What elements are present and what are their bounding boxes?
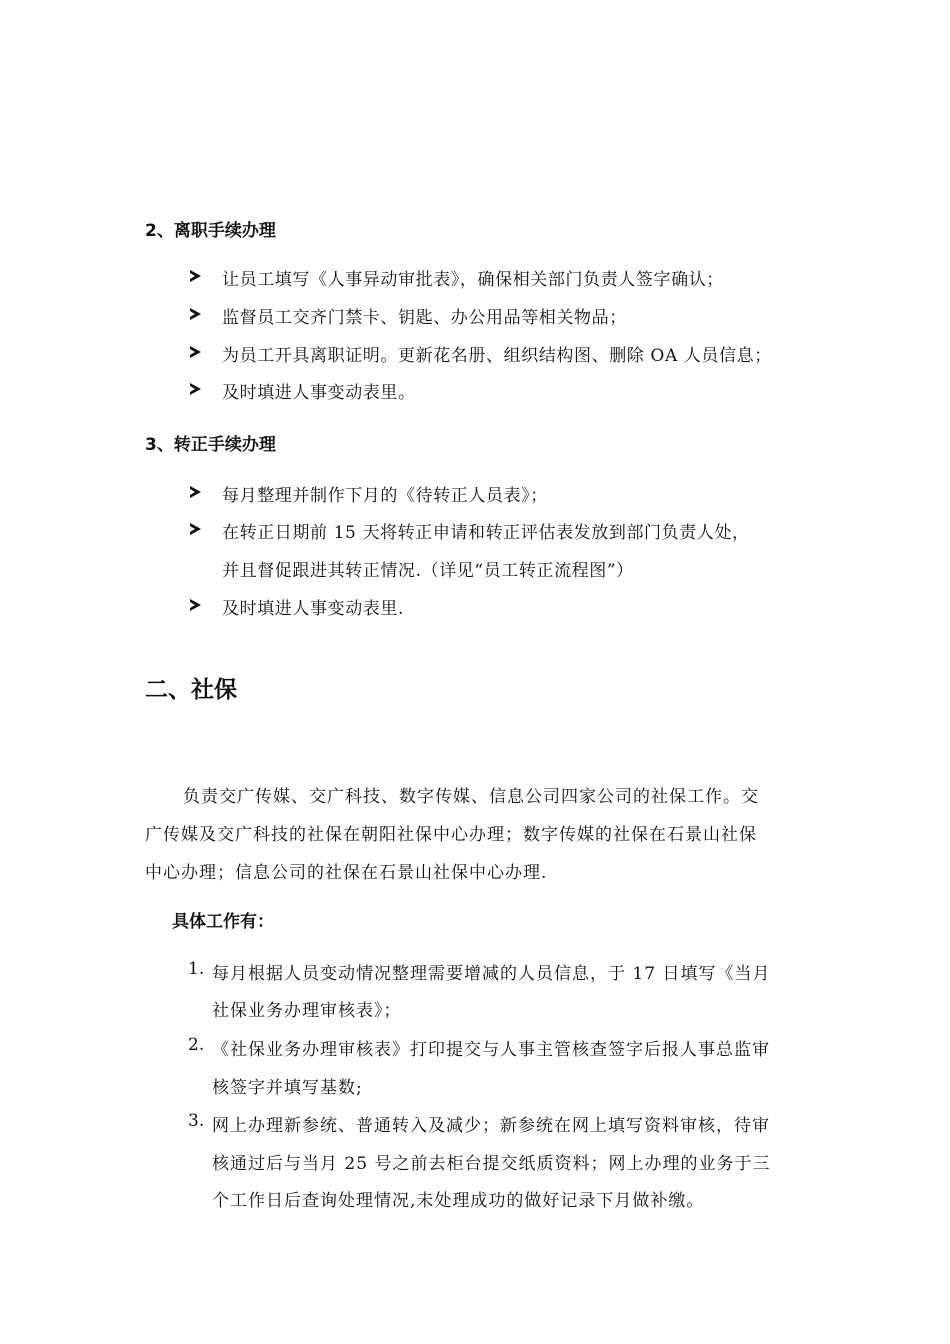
arrow-bullet-icon [190,523,201,535]
task-number: 3. [188,1111,205,1131]
task-number: 1. [188,959,205,979]
list-item: 在转正日期前 15 天将转正申请和转正评估表发放到部门负责人处， [222,523,750,543]
list-item: 让员工填写《人事异动审批表》，确保相关部门负责人签字确认； [222,270,724,290]
task-line: 社保业务办理审核表》； [212,1001,402,1021]
task-line: 网上办理新参统、普通转入及减少；新参统在网上填写资料审核，待审 [212,1116,770,1136]
list-item: 为员工开具离职证明。更新花名册、组织结构图、删除 OA 人员信息； [222,346,772,366]
task-line: 个工作日后查询处理情况,未处理成功的做好记录下月做补缴。 [212,1191,705,1211]
section-leave-title: 2、离职手续办理 [145,221,276,241]
task-line: 核签字并填写基数; [212,1078,363,1098]
list-item: 及时填进人事变动表里. [222,599,405,619]
section-regular-title: 3、转正手续办理 [145,435,276,455]
paragraph-line: 中心办理；信息公司的社保在石景山社保中心办理. [145,863,548,883]
task-number: 2. [188,1035,205,1055]
paragraph-line: 负责交广传媒、交广科技、数字传媒、信息公司四家公司的社保工作。交 [183,787,759,807]
arrow-bullet-icon [190,346,201,358]
arrow-bullet-icon [190,308,201,320]
arrow-bullet-icon [190,486,201,498]
arrow-bullet-icon [190,599,201,611]
arrow-bullet-icon [190,383,201,395]
social-heading: 二、社保 [145,677,237,703]
list-item-continuation: 并且督促跟进其转正情况.（详见“员工转正流程图”） [222,561,634,581]
paragraph-line: 广传媒及交广科技的社保在朝阳社保中心办理；数字传媒的社保在石景山社保 [145,825,757,845]
task-line: 每月根据人员变动情况整理需要增减的人员信息，于 17 日填写《当月 [212,964,771,984]
arrow-bullet-icon [190,270,201,282]
list-item: 及时填进人事变动表里。 [222,383,416,403]
list-item: 每月整理并制作下月的《待转正人员表》； [222,486,548,506]
task-line: 《社保业务办理审核表》打印提交与人事主管核查签字后报人事总监审 [212,1040,770,1060]
list-item: 监督员工交齐门禁卡、钥匙、办公用品等相关物品； [222,308,627,328]
tasks-subheading: 具体工作有： [172,912,274,932]
task-line: 核通过后与当月 25 号之前去柜台提交纸质资料；网上办理的业务于三 [212,1154,771,1174]
